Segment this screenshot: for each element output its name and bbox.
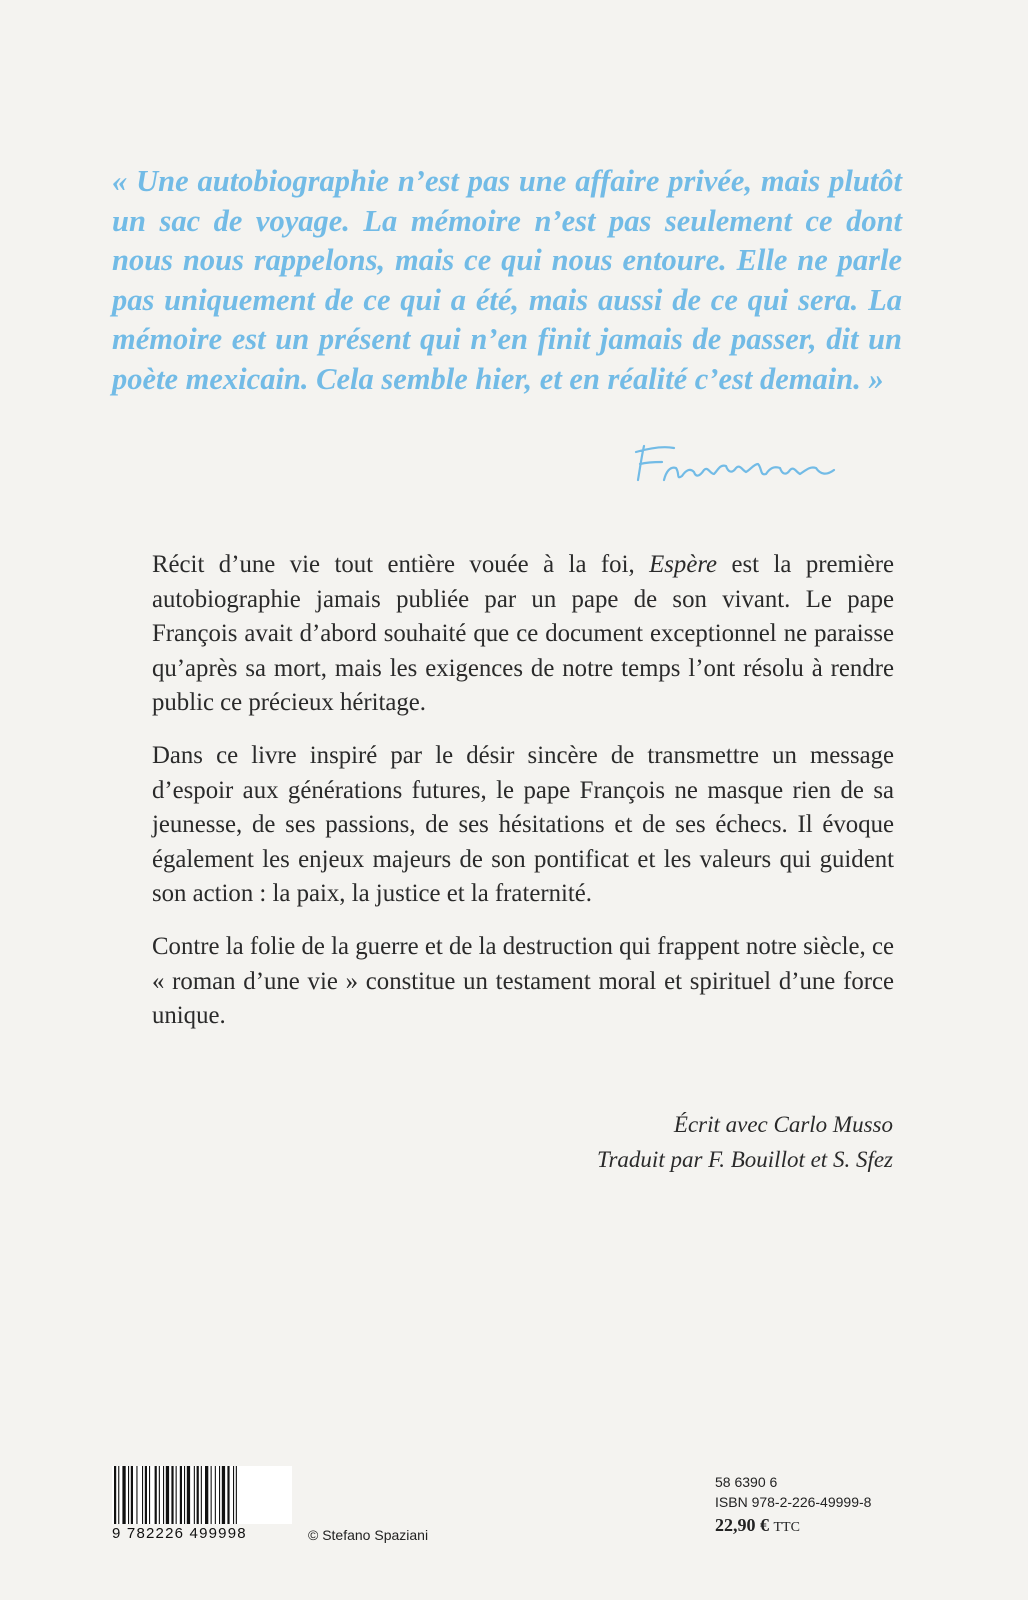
book-description — [152, 548, 894, 1052]
reference-code: 58 6390 6 — [715, 1474, 778, 1490]
barcode-digits: 9 782226 499998 — [112, 1525, 247, 1542]
description-paragraph-2: Dans ce livre inspiré par le désir sincère de transmettre un message d’espoir aux générations futures, le pape François ne masque rien de sa jeunesse, de ses passions, de ses hésitations et de ses échecs. Il évoque également les enjeux majeurs de son pontificat et les valeurs qui guident son action : la paix, la justice et la fraternité. — [152, 741, 894, 908]
signature-handwritten — [630, 440, 850, 490]
book-title: Espère — [649, 551, 718, 578]
translated-by: Traduit par F. Bouillot et S. Sfez — [596, 1147, 893, 1172]
publication-info — [715, 1472, 871, 1538]
pull-quote: « Une autobiographie n’est pas une affaire privée, mais plutôt un sac de voyage. La mémoire n’est pas seulement ce dont nous nous rappelons, mais ce qui nous entoure. Elle ne parle pas uniquement de ce qui a été, mais aussi de ce qui sera. La mémoire est un présent qui n’en finit jamais de passer, dit un poète mexicain. Cela semble hier, et en réalité c’est demain. » — [112, 164, 902, 396]
isbn: ISBN 978-2-226-49999-8 — [715, 1494, 872, 1510]
written-with: Écrit avec Carlo Musso — [673, 1112, 893, 1137]
isbn-barcode — [112, 1466, 292, 1524]
photo-credit: © Stefano Spaziani — [308, 1527, 429, 1543]
description-paragraph-3: Contre la folie de la guerre et de la destruction qui frappent notre siècle, ce « roman d’une vie » constitue un testament moral et spirituel d’une force unique. — [152, 932, 894, 1030]
credits — [393, 1107, 893, 1177]
price: 22,90 € TTC — [715, 1515, 800, 1535]
description-paragraph-1: Récit d’une vie tout entière vouée à la foi, Espère est la première autobiographie jamais publiée par un pape de son vivant. Le pape François avait d’abord souhaité que ce document exceptionnel ne paraisse qu’après sa mort, mais les exigences de notre temps l’ont résolu à rendre public ce précieux héritage. — [152, 551, 894, 717]
